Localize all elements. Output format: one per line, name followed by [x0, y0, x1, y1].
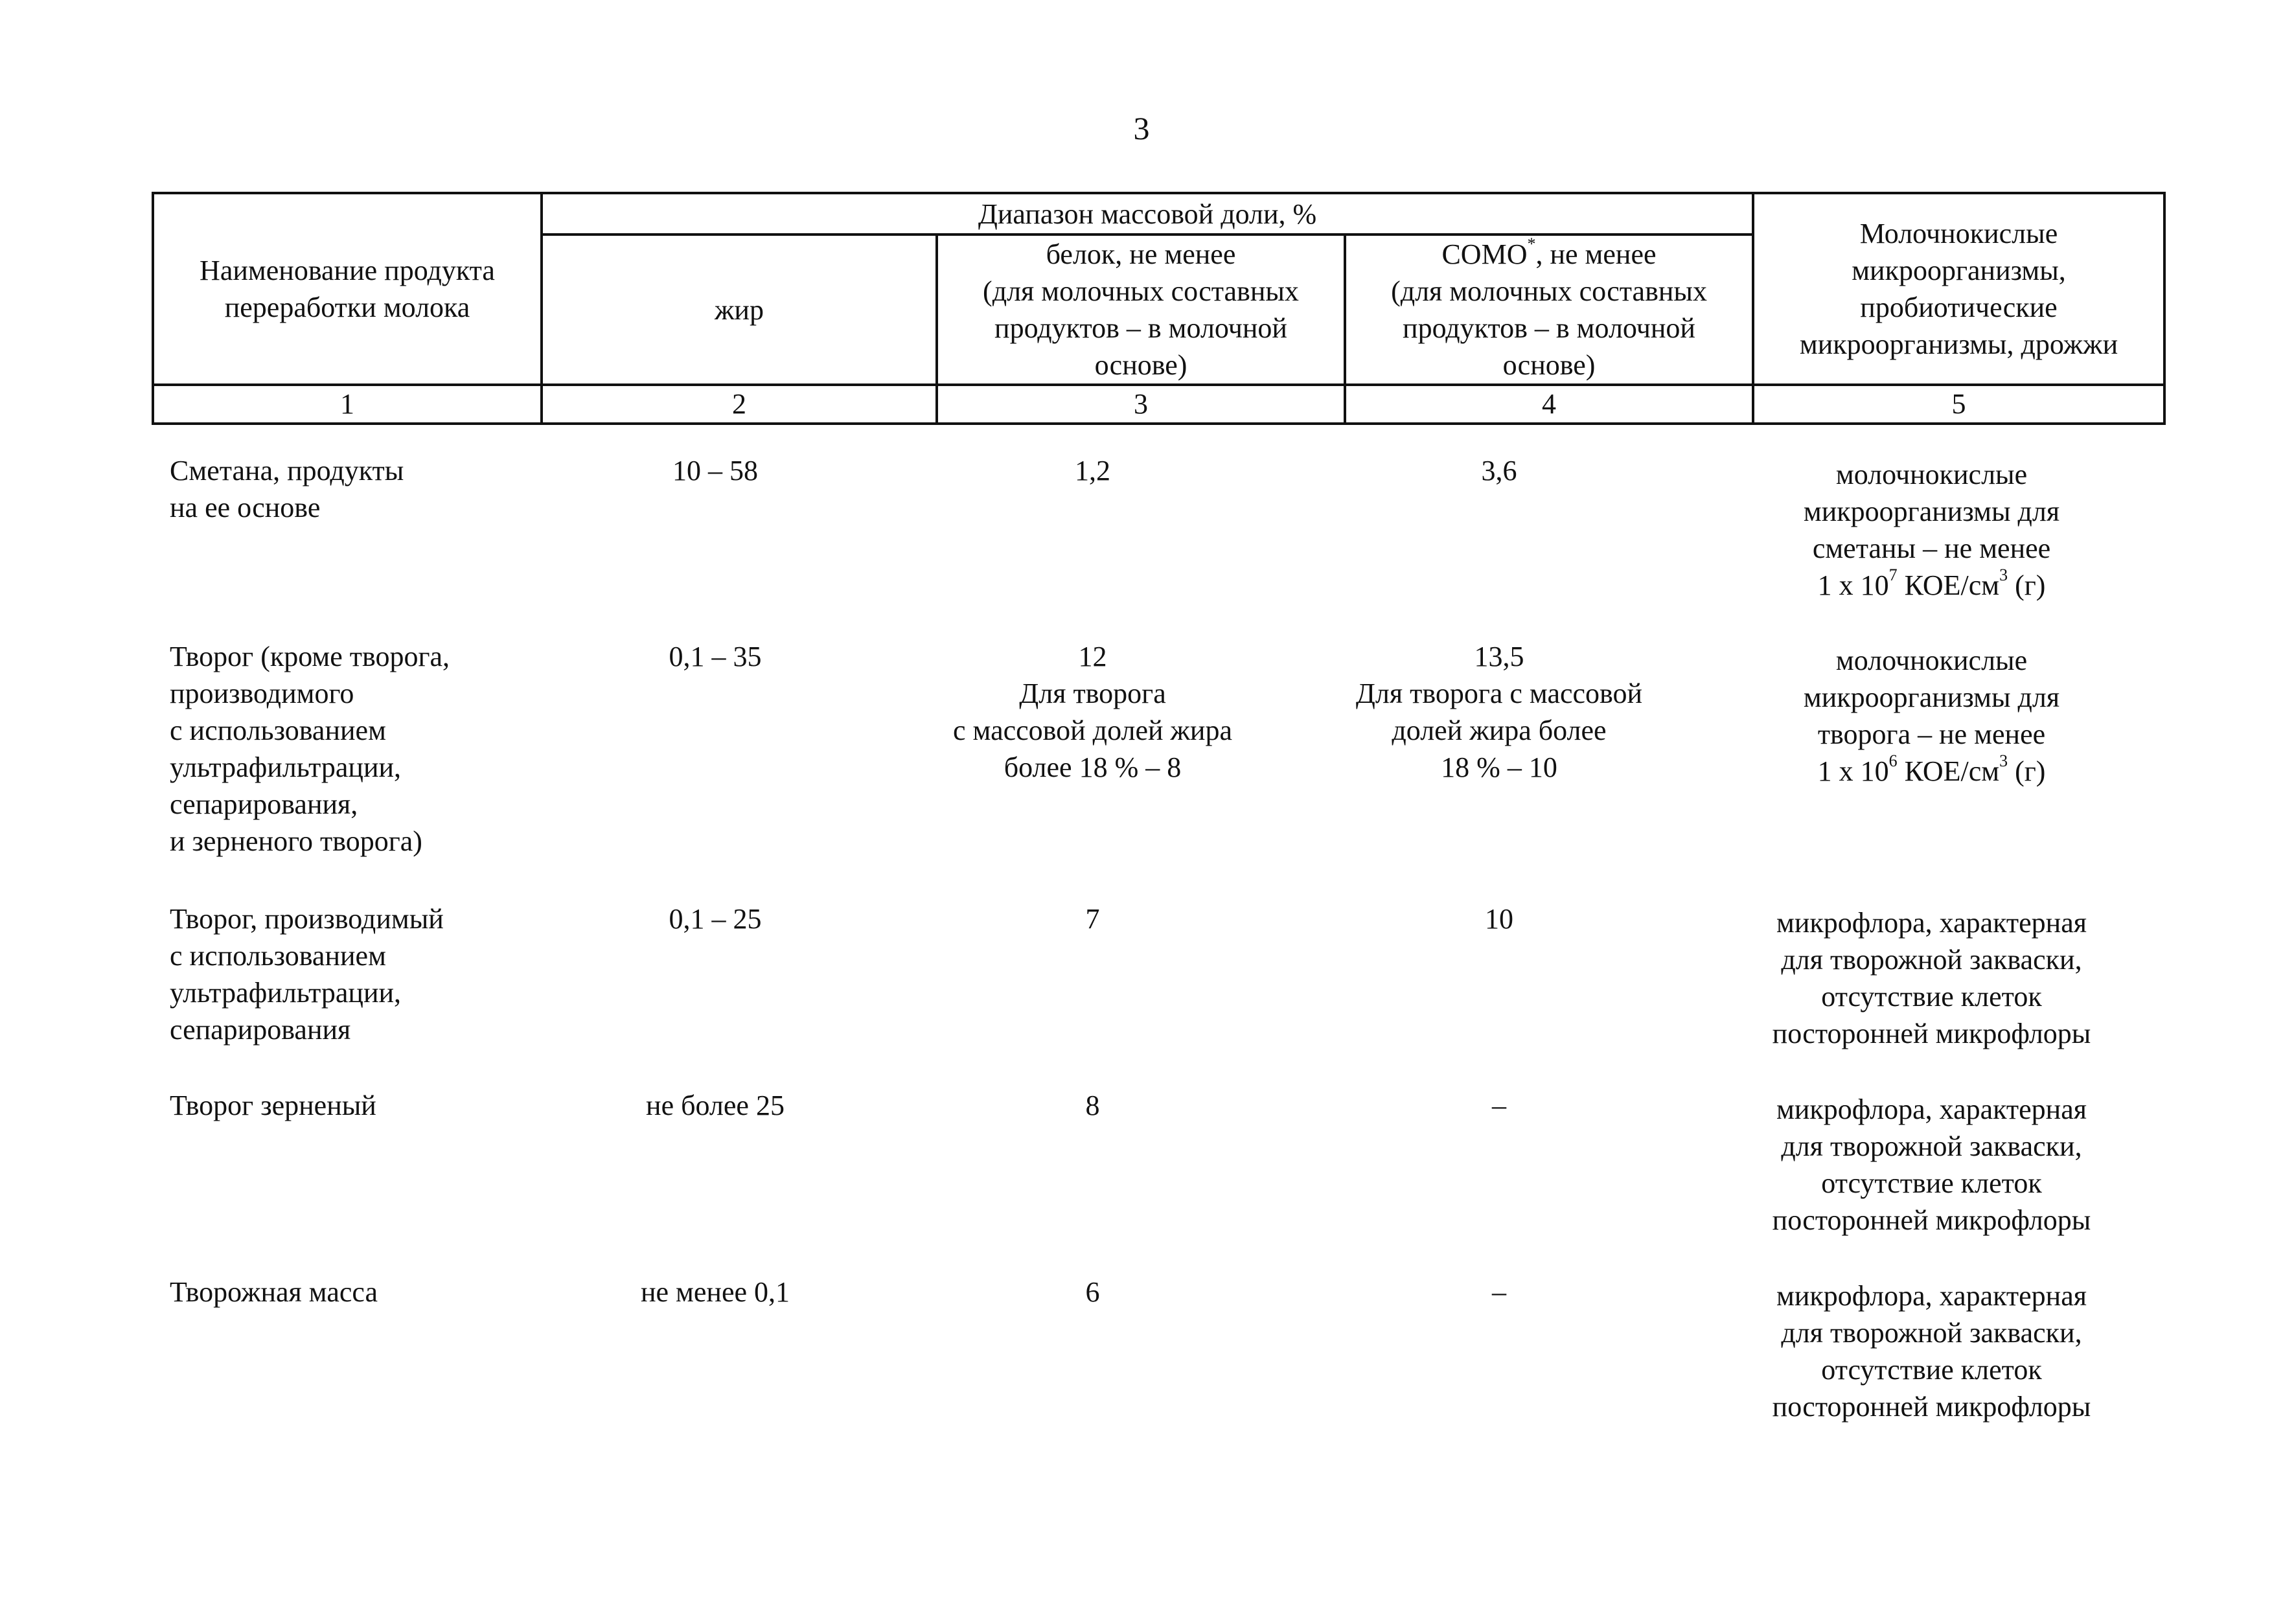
column-number: 4 [1345, 385, 1753, 424]
cell-microorganisms: микрофлора, характерная для творожной закваски, отсутствие клеток посторонней микрофлоры [1772, 1280, 2091, 1423]
column-number: 3 [937, 385, 1345, 424]
cell-fat: 0,1 – 35 [669, 641, 762, 672]
cell-protein: 6 [1085, 1276, 1100, 1308]
cell-microorganisms: микрофлора, характерная для творожной закваски, отсутствие клеток посторонней микрофлоры [1772, 1093, 2091, 1236]
cell-somo: – [1492, 1276, 1506, 1308]
column-number: 2 [542, 385, 937, 424]
cell-product-name: Творог (кроме творога, производимого с использованием ультрафильтрации, сепарирования, и зерненого творога) [170, 641, 450, 857]
header-fat: жир [542, 234, 937, 385]
header-mass-fraction-range: Диапазон массовой доли, % [542, 193, 1753, 234]
cell-microorganisms: молочнокислые микроорганизмы для творога – не менее 1 х $10^6$ КОЕ/$см^3$ (г) [1803, 645, 2060, 787]
cell-somo: – [1492, 1090, 1506, 1121]
cell-fat: не менее 0,1 [640, 1276, 790, 1308]
cell-product-name: Творог, производимый с использованием ультрафильтрации, сепарирования [170, 903, 444, 1046]
header-protein: белок, не менее (для молочных составных продуктов – в молочной основе) [937, 234, 1345, 385]
cell-product-name: Творог зерненый [170, 1090, 376, 1121]
cell-microorganisms: молочнокислые микроорганизмы для сметаны – не менее 1 х $10^7$ КОЕ/$см^3$ (г) [1803, 459, 2060, 601]
cell-protein: 12 Для творога с массовой долей жира более 18 % – 8 [953, 641, 1232, 783]
cell-product-name: Творожная масса [170, 1276, 378, 1308]
header-product-name: Наименование продукта переработки молока [153, 193, 542, 385]
cell-product-name: Сметана, продукты на ее основе [170, 455, 404, 523]
cell-protein: 8 [1085, 1090, 1100, 1121]
cell-microorganisms: микрофлора, характерная для творожной закваски, отсутствие клеток посторонней микрофлоры [1772, 907, 2091, 1049]
column-number: 5 [1753, 385, 2164, 424]
cell-fat: 0,1 – 25 [669, 903, 762, 935]
cell-protein: 7 [1085, 903, 1100, 935]
cell-protein: 1,2 [1075, 455, 1110, 486]
header-somo: СОМО*, не менее (для молочных составных продуктов – в молочной основе) [1345, 234, 1753, 385]
header-microorganisms: Молочнокислые микроорганизмы, пробиотические микроорганизмы, дрожжи [1753, 193, 2164, 385]
cell-somo: 10 [1485, 903, 1513, 935]
cell-fat: 10 – 58 [672, 455, 758, 486]
cell-somo: 3,6 [1481, 455, 1517, 486]
page-number: 3 [1133, 110, 1150, 146]
cell-fat: не более 25 [646, 1090, 785, 1121]
table-header [152, 192, 2166, 425]
cell-somo: 13,5 Для творога с массовой долей жира более 18 % – 10 [1355, 641, 1643, 783]
column-number: 1 [153, 385, 542, 424]
